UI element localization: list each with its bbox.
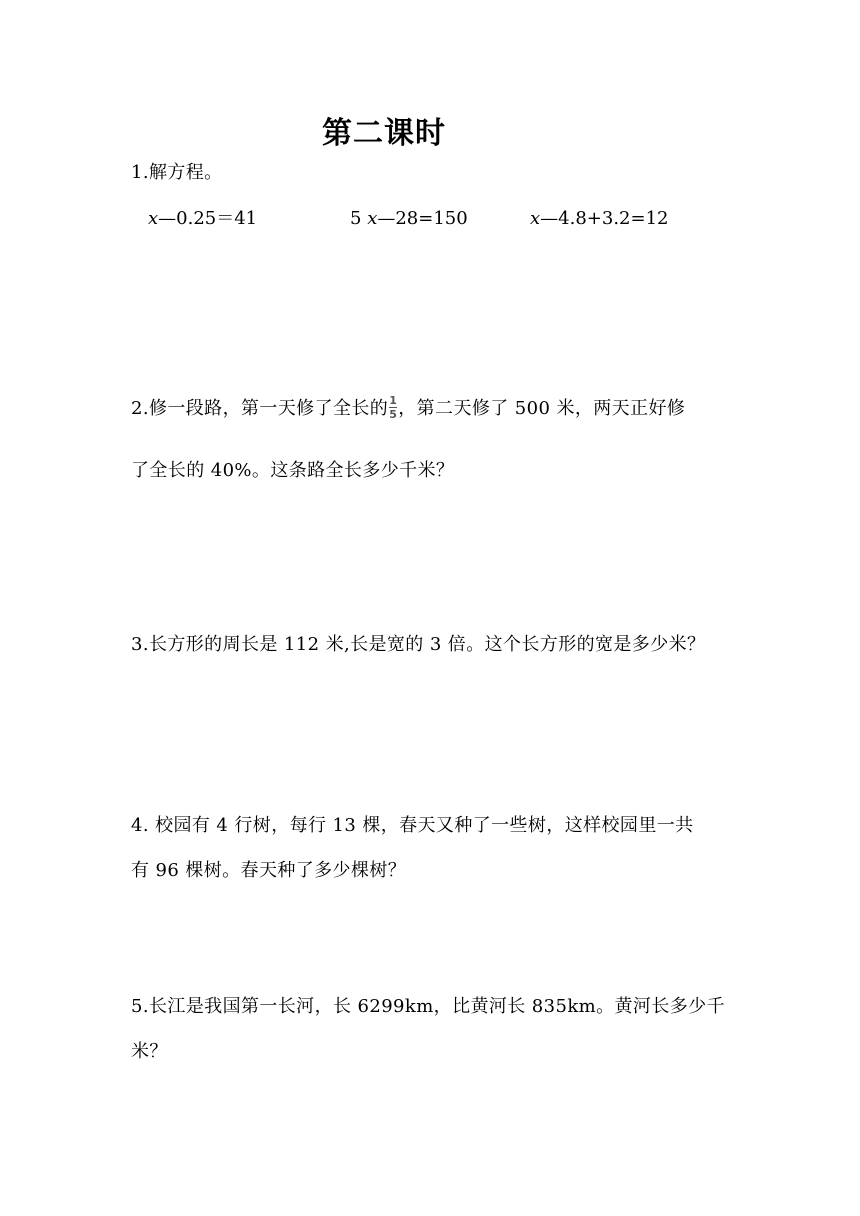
equation-3-rest: —4.8+3.2=12: [540, 208, 669, 229]
fraction-one-fifth: [389, 395, 397, 420]
equation-2-variable: x: [367, 208, 378, 229]
equation-3: [530, 206, 668, 232]
question-2-line-1: [131, 393, 686, 422]
equation-1: [148, 206, 257, 232]
equation-1-rest: —0.25＝41: [158, 208, 258, 229]
fraction-denominator: 5: [389, 407, 398, 421]
question-5-line-1: 5.长江是我国第一长河，长 6299km，比黄河长 835km。黄河长多少千: [131, 996, 725, 1017]
question-5-line-2: 米？: [131, 1041, 168, 1062]
question-4-line-1: 4. 校园有 4 行树，每行 13 棵，春天又种了一些树，这样校园里一共: [131, 815, 694, 836]
question-4-line-2: 有 96 棵树。春天种了多少棵树？: [131, 860, 407, 881]
question-2-text-b: ，第二天修了 500 米，两天正好修: [398, 398, 686, 419]
equation-2: [350, 206, 468, 232]
fraction-numerator: 1: [389, 393, 398, 407]
question-2-text-a: 2.修一段路，第一天修了全长的: [131, 398, 389, 419]
question-3-line-1: 3.长方形的周长是 112 米,长是宽的 3 倍。这个长方形的宽是多少米？: [131, 634, 706, 655]
question-1-prompt: 1.解方程。: [131, 162, 223, 183]
question-2-line-2: 了全长的 40%。这条路全长多少千米？: [131, 460, 455, 481]
equation-2-coefficient: 5: [350, 208, 368, 229]
equation-3-variable: x: [530, 208, 541, 229]
equation-1-variable: x: [148, 208, 159, 229]
page-title: 第二课时: [322, 116, 446, 151]
equation-2-rest: —28=150: [377, 208, 468, 229]
